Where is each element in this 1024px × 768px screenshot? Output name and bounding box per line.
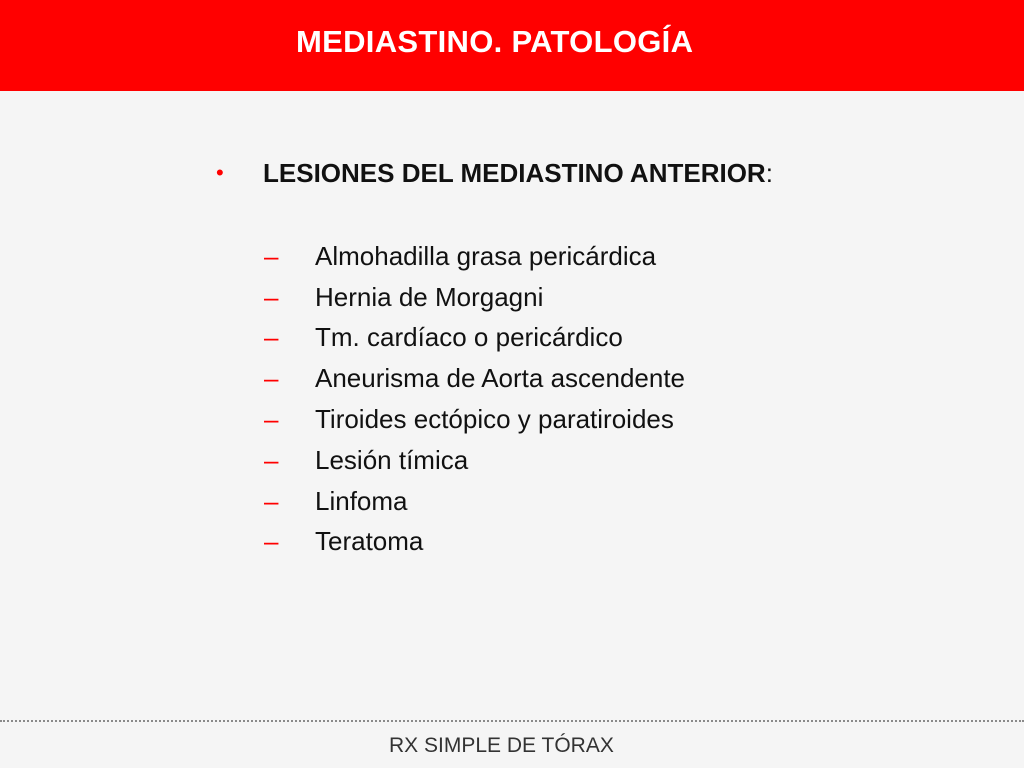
list-item: [264, 358, 685, 399]
footer-divider: [0, 720, 1024, 722]
dash-marker: –: [264, 281, 279, 312]
bullet-heading: LESIONES DEL MEDIASTINO ANTERIOR: [263, 157, 766, 188]
list-item: [264, 277, 685, 318]
list-item: [264, 440, 685, 481]
slide-body: [0, 91, 1024, 716]
list-item: [264, 318, 685, 359]
list-item-text: Hernia de Morgagni: [315, 281, 544, 312]
list-item-text: Tiroides ectópico y paratiroides: [315, 404, 674, 435]
dash-marker: –: [264, 240, 279, 271]
footer-label: RX SIMPLE DE TÓRAX: [389, 734, 614, 757]
dash-marker: –: [264, 363, 279, 394]
list-item-text: Tm. cardíaco o pericárdico: [315, 322, 623, 353]
dash-marker: –: [264, 485, 279, 516]
dash-marker: –: [264, 526, 279, 557]
bullet-marker: •: [216, 160, 224, 185]
lesion-list: [264, 236, 685, 562]
list-item-text: Linfoma: [315, 485, 408, 516]
list-item-text: Almohadilla grasa pericárdica: [315, 240, 657, 271]
dash-marker: –: [264, 322, 279, 353]
list-item-text: Aneurisma de Aorta ascendente: [315, 363, 686, 394]
dash-marker: –: [264, 444, 279, 475]
list-item: [264, 522, 685, 563]
dash-marker: –: [264, 404, 279, 435]
slide-title: MEDIASTINO. PATOLOGÍA: [296, 24, 694, 59]
title-bar: [0, 0, 1024, 91]
list-item: [264, 481, 685, 522]
list-item: [264, 399, 685, 440]
list-item: [264, 236, 685, 277]
list-item-text: Lesión tímica: [315, 444, 469, 475]
bullet-colon: :: [765, 157, 773, 188]
main-bullet: [216, 156, 773, 190]
list-item-text: Teratoma: [315, 526, 424, 557]
